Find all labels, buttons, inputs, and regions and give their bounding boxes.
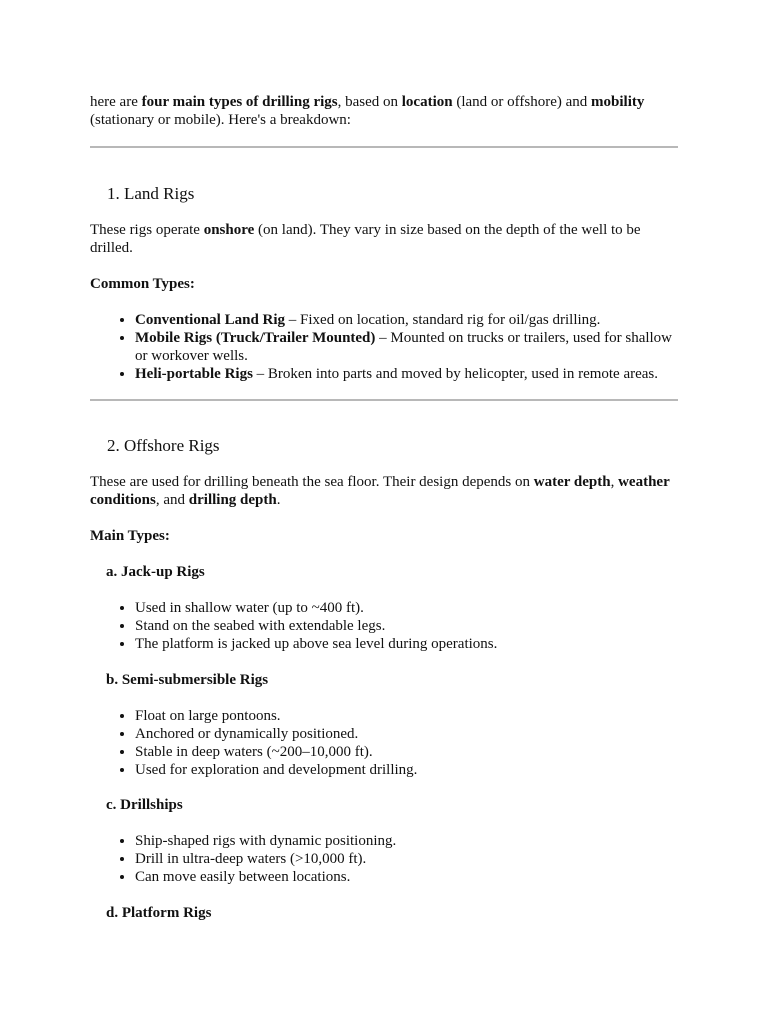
offshore-desc-text: These are used for drilling beneath the sea floor. Their design depends on	[90, 474, 534, 490]
list-item-text: – Mounted on trucks or trailers, used for shallow or workover wells.	[135, 330, 673, 364]
list-item: • Used for exploration and development drilling.	[135, 761, 684, 779]
list-item-title: Heli-portable Rigs	[135, 366, 253, 382]
land-desc-text: (on land). They vary in size based on the depth of the well to be drilled.	[90, 222, 641, 256]
semi-submersible-rigs-list	[90, 707, 684, 779]
subheading-platform-rigs: d. Platform Rigs	[106, 905, 212, 921]
list-item-title: Mobile Rigs (Truck/Trailer Mounted)	[135, 330, 376, 346]
land-common-types-label: Common Types:	[90, 276, 195, 292]
offshore-main-types-label: Main Types:	[90, 528, 170, 544]
list-item: • Can move easily between locations.	[135, 868, 684, 886]
list-item	[135, 311, 684, 329]
list-item: • Drill in ultra-deep waters (>10,000 ft).	[135, 850, 684, 868]
divider	[90, 399, 678, 401]
land-desc-bold-onshore: onshore	[203, 222, 255, 238]
land-desc-text: These rigs operate	[90, 222, 204, 238]
subheading-drillships: c. Drillships	[106, 797, 183, 813]
jack-up-rigs-list	[90, 599, 684, 653]
intro-text: here are	[90, 94, 142, 110]
section-heading-land-rigs: 1. Land Rigs	[107, 184, 195, 203]
intro-paragraph	[90, 93, 690, 129]
intro-text: (land or offshore) and	[452, 94, 592, 110]
list-item	[135, 365, 684, 383]
list-item: • Stand on the seabed with extendable legs.	[135, 617, 684, 635]
list-item: • Used in shallow water (up to ~400 ft).	[135, 599, 684, 617]
divider	[90, 146, 678, 148]
offshore-desc-bold: weather conditions	[90, 474, 670, 508]
offshore-desc-bold: water depth	[533, 474, 611, 490]
offshore-desc-text: .	[276, 492, 281, 508]
list-item-text: – Broken into parts and moved by helicopter, used in remote areas.	[252, 366, 659, 382]
list-item: • Stable in deep waters (~200–10,000 ft).	[135, 743, 684, 761]
intro-text: (stationary or mobile). Here's a breakdown:	[90, 112, 351, 128]
intro-bold-location: location	[401, 94, 453, 110]
land-rigs-description	[90, 221, 684, 257]
section-heading-offshore-rigs: 2. Offshore Rigs	[107, 436, 220, 455]
list-item-text: – Fixed on location, standard rig for oil/gas drilling.	[285, 312, 601, 328]
list-item: • The platform is jacked up above sea level during operations.	[135, 635, 684, 653]
list-item: • Anchored or dynamically positioned.	[135, 725, 684, 743]
offshore-desc-text: , and	[155, 492, 189, 508]
drillships-list	[90, 832, 684, 886]
offshore-desc-bold: drilling depth	[188, 492, 277, 508]
intro-bold-mobility: mobility	[591, 94, 645, 110]
list-item: • Ship-shaped rigs with dynamic positioning.	[135, 832, 684, 850]
intro-text: , based on	[337, 94, 402, 110]
intro-bold-rig-types: four main types of drilling rigs	[141, 94, 338, 110]
list-item-title: Conventional Land Rig	[135, 312, 286, 328]
subheading-jack-up-rigs: a. Jack-up Rigs	[106, 564, 205, 580]
land-rig-types-list	[90, 311, 684, 383]
offshore-desc-text: ,	[610, 474, 619, 490]
list-item: • Float on large pontoons.	[135, 707, 684, 725]
list-item	[135, 329, 684, 365]
offshore-rigs-description	[90, 473, 684, 509]
subheading-semi-submersible-rigs: b. Semi-submersible Rigs	[106, 672, 269, 688]
